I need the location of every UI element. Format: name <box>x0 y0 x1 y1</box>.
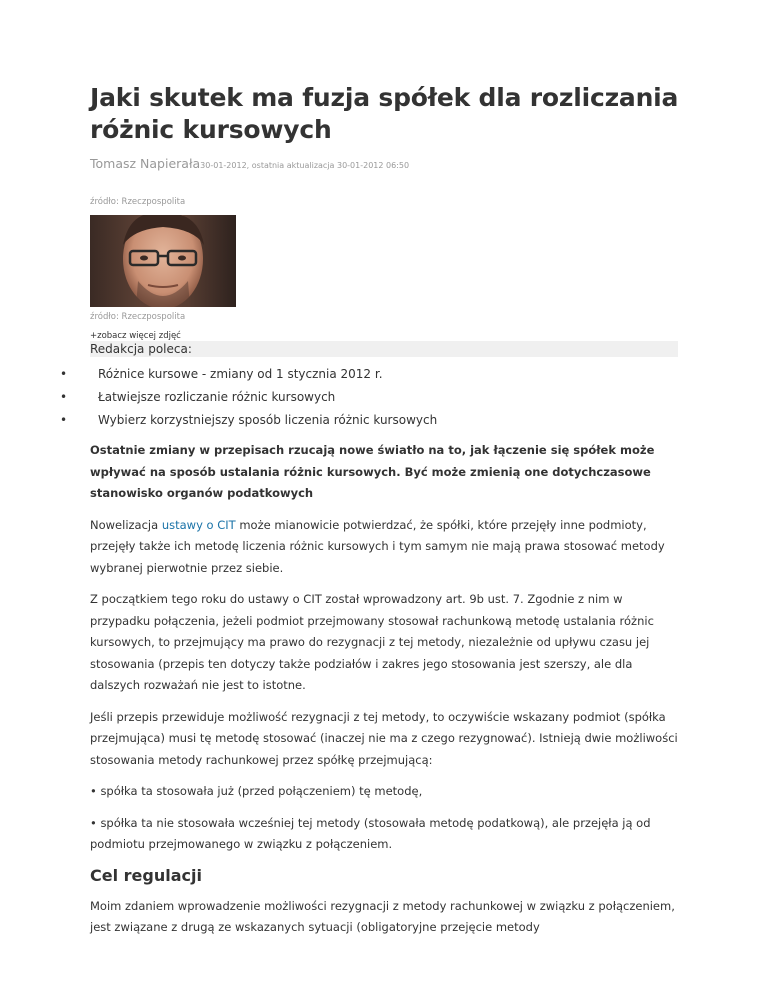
paragraph: • spółka ta stosowała już (przed połączeniem) tę metodę, <box>90 784 423 798</box>
article-date: 30-01-2012, ostatnia aktualizacja 30-01-2012 06:50 <box>200 161 410 170</box>
bullet-icon: • <box>60 367 68 381</box>
cit-act-link[interactable]: ustawy o CIT <box>161 517 236 532</box>
author-photo[interactable] <box>90 215 236 307</box>
recommended-link[interactable]: Różnice kursowe - zmiany od 1 stycznia 2012 r. <box>98 367 383 381</box>
photo-source-caption: źródło: Rzeczpospolita <box>90 312 186 322</box>
paragraph-text: Nowelizacja <box>90 517 162 532</box>
list-item[interactable] <box>60 389 680 405</box>
paragraph <box>90 515 680 580</box>
article-title: Jaki skutek ma fuzja spółek dla rozliczania różnic kursowych <box>90 83 679 144</box>
article-meta <box>90 156 680 171</box>
photo-source-caption: źródło: Rzeczpospolita <box>90 197 186 207</box>
more-photos-link[interactable]: +zobacz więcej zdjęć <box>90 331 181 341</box>
editorial-recommends-heading: Redakcja poleca: <box>90 341 678 357</box>
paragraph: • spółka ta nie stosowała wcześniej tej metody (stosowała metodę podatkową), ale przejęła ją od podmiotu przejmowanego w związku z połączeniem. <box>90 815 651 851</box>
section-heading: Cel regulacji <box>90 865 202 885</box>
list-item[interactable] <box>60 366 680 382</box>
paragraph-text: może mianowicie potwierdzać, że spółki, które przejęły inne podmioty, przejęły także ich metodę liczenia różnic kursowych i tym samym nie mają prawa stosować metody wybranej pierwotnie przez siebie. <box>90 517 665 575</box>
author-name[interactable]: Tomasz Napierała <box>90 156 201 171</box>
article-lead: Ostatnie zmiany w przepisach rzucają nowe światło na to, jak łączenie się spółek może wpływać na sposób ustalania różnic kursowych. Być może zmienią one dotychczasowe stanowisko organów podatkowych <box>90 443 655 500</box>
recommended-link[interactable]: Łatwiejsze rozliczanie różnic kursowych <box>98 390 336 404</box>
bullet-icon: • <box>60 390 68 404</box>
article <box>60 82 680 939</box>
bullet-icon: • <box>60 413 68 427</box>
recommended-list <box>60 366 680 428</box>
recommended-link[interactable]: Wybierz korzystniejszy sposób liczenia różnic kursowych <box>98 413 438 427</box>
list-item[interactable] <box>60 412 680 428</box>
paragraph: Moim zdaniem wprowadzenie możliwości rezygnacji z metody rachunkowej w związku z połączeniem, jest związane z drugą ze wskazanych sytuacji (obligatoryjne przejęcie metody <box>90 898 675 934</box>
paragraph: Jeśli przepis przewiduje możliwość rezygnacji z tej metody, to oczywiście wskazany podmiot (spółka przejmująca) musi tę metodę stosować (inaczej nie ma z czego rezygnować). Istnieją dwie możliwości stosowania metody rachunkowej przez spółkę przejmującą: <box>90 709 678 767</box>
paragraph: Z początkiem tego roku do ustawy o CIT został wprowadzony art. 9b ust. 7. Zgodnie z nim w przypadku połączenia, jeżeli podmiot przejmowany stosował rachunkową metodę ustalania różnic kursowych, to przejmujący ma prawo do rezygnacji z tej metody, niezależnie od upływu czasu jej stosowania (przepis ten dotyczy także podziałów i zakres jego stosowania jest szerszy, ale dla dalszych rozważań nie jest to istotne. <box>90 592 654 692</box>
